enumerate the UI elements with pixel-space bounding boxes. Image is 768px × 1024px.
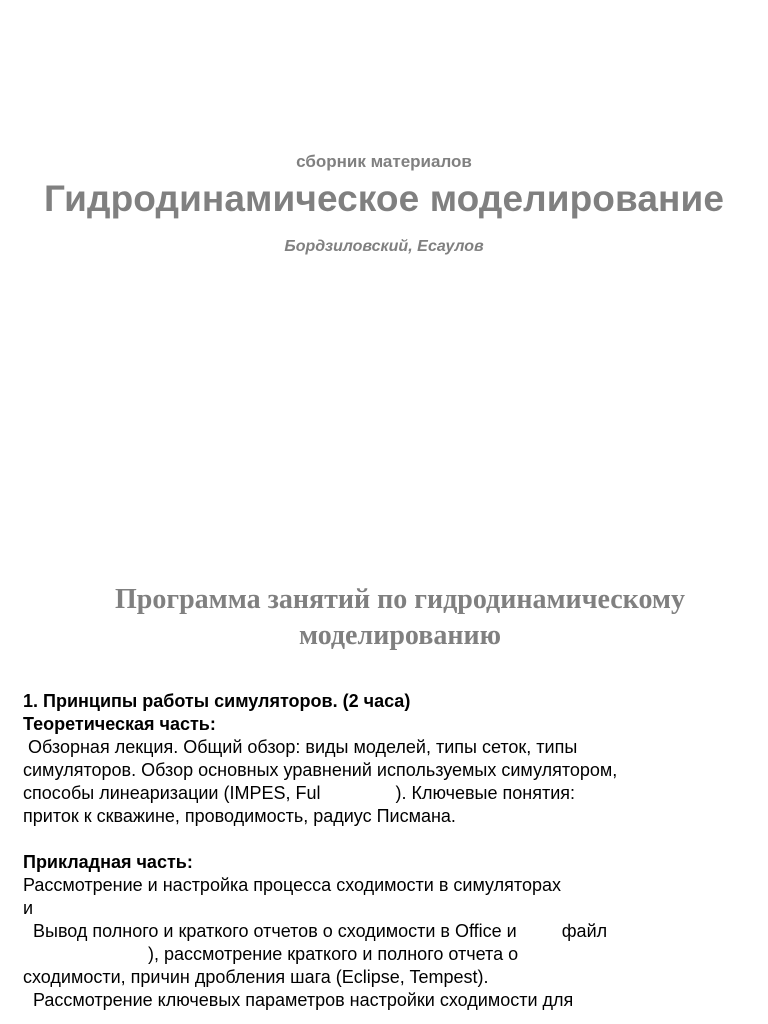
program-title-line-1: Программа занятий по гидродинамическому: [115, 584, 685, 615]
practice-label: Прикладная часть:: [23, 852, 193, 872]
program-title: [0, 582, 768, 654]
paragraph-gap: [23, 828, 763, 851]
section-1: [23, 690, 763, 1012]
theory-line: способы линеаризации (IMPES, Ful ). Ключевые понятия:: [23, 783, 575, 803]
theory-line: приток к скважине, проводимость, радиус Писмана.: [23, 806, 456, 826]
collection-subtitle: сборник материалов: [296, 152, 472, 171]
practice-line: и: [23, 898, 34, 918]
program-title-line-2: моделированию: [299, 620, 501, 651]
practice-line: Рассмотрение ключевых параметров настройки сходимости для: [23, 990, 574, 1010]
practice-line: Рассмотрение и настройка процесса сходимости в симуляторах: [23, 875, 561, 895]
authors: Бордзиловский, Есаулов: [284, 238, 484, 255]
practice-line: сходимости, причин дробления шага (Eclipse, Tempest).: [23, 967, 489, 987]
document-title: Гидродинамическое моделирование: [43, 178, 725, 219]
theory-line: Обзорная лекция. Общий обзор: виды моделей, типы сеток, типы: [23, 737, 578, 757]
theory-line: симуляторов. Обзор основных уравнений используемых симулятором,: [23, 760, 618, 780]
theory-label: Теоретическая часть:: [23, 714, 216, 734]
section-heading: 1. Принципы работы симуляторов. (2 часа): [23, 691, 411, 711]
practice-line: ), рассмотрение краткого и полного отчета о: [23, 944, 519, 964]
practice-line: Вывод полного и краткого отчетов о сходимости в Office и файл: [23, 921, 608, 941]
